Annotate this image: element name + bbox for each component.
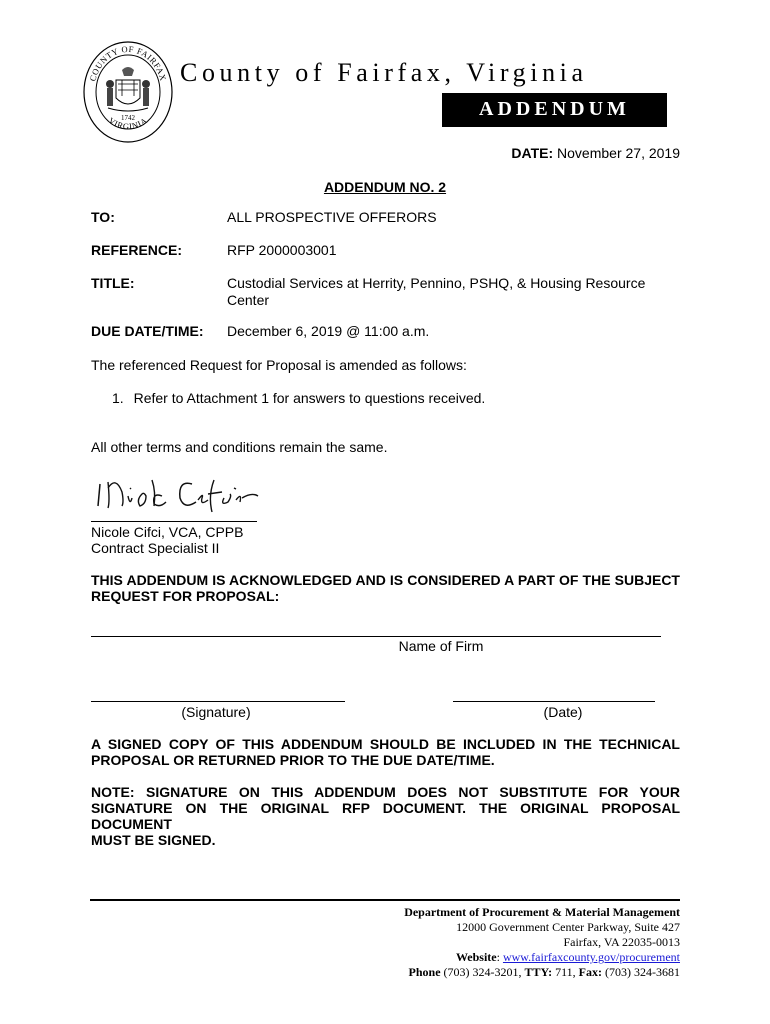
signer-name: Nicole Cifci, VCA, CPPB bbox=[91, 524, 244, 540]
county-seal-logo bbox=[82, 40, 174, 144]
due-value: December 6, 2019 @ 11:00 a.m. bbox=[227, 323, 430, 339]
signature-rule bbox=[91, 521, 257, 522]
seal-bottom-text: VIRGINIA bbox=[106, 115, 150, 132]
signature-note-line-2: SIGNATURE ON THE ORIGINAL RFP DOCUMENT. THE ORIGINAL PROPOSAL DOCUMENT bbox=[91, 800, 680, 832]
handwritten-signature bbox=[92, 462, 262, 518]
footer-address-2: Fairfax, VA 22035-0013 bbox=[563, 935, 680, 949]
addendum-banner-text: ADDENDUM bbox=[479, 98, 630, 120]
reference-label: REFERENCE: bbox=[91, 242, 183, 258]
signer-title: Contract Specialist II bbox=[91, 540, 220, 556]
acknowledgement-line-1: THIS ADDENDUM IS ACKNOWLEDGED AND IS CONSIDERED A PART OF THE SUBJECT bbox=[91, 572, 680, 588]
due-label: DUE DATE/TIME: bbox=[91, 323, 204, 339]
footer-website bbox=[456, 950, 680, 965]
footer-rule bbox=[90, 899, 680, 901]
phone-value: (703) 324-3201, bbox=[443, 965, 522, 979]
to-label: TO: bbox=[91, 209, 115, 225]
list-item-text: Refer to Attachment 1 for answers to questions received. bbox=[133, 390, 486, 406]
date-value: November 27, 2019 bbox=[557, 145, 680, 161]
signed-copy-notice-line-1: A SIGNED COPY OF THIS ADDENDUM SHOULD BE INCLUDED IN THE TECHNICAL bbox=[91, 736, 680, 752]
addendum-banner bbox=[442, 93, 667, 127]
website-separator: : bbox=[496, 950, 500, 964]
signature-note-line-3: MUST BE SIGNED. bbox=[91, 832, 216, 848]
title-value: Custodial Services at Herrity, Pennino, PSHQ, & Housing Resource Center bbox=[227, 275, 646, 308]
list-item-number: 1. bbox=[112, 390, 124, 406]
signature-note bbox=[91, 784, 680, 848]
signature-caption: (Signature) bbox=[181, 704, 251, 720]
fax-value: (703) 324-3681 bbox=[605, 965, 680, 979]
acknowledgement-text bbox=[91, 572, 680, 604]
to-value: ALL PROSPECTIVE OFFERORS bbox=[227, 209, 437, 225]
signed-copy-notice-line-2: PROPOSAL OR RETURNED PRIOR TO THE DUE DATE/TIME. bbox=[91, 752, 495, 768]
tty-value: 711, bbox=[555, 965, 576, 979]
tty-label: TTY: bbox=[524, 965, 553, 979]
firm-name-caption: Name of Firm bbox=[398, 638, 484, 654]
seal-year: 1742 bbox=[121, 114, 135, 122]
date-line-blank bbox=[453, 701, 655, 702]
addendum-number: ADDENDUM NO. 2 bbox=[323, 179, 447, 195]
phone-label: Phone bbox=[408, 965, 441, 979]
intro-text: The referenced Request for Proposal is amended as follows: bbox=[91, 357, 467, 373]
closing-text: All other terms and conditions remain the same. bbox=[91, 439, 388, 455]
fax-label: Fax: bbox=[578, 965, 602, 979]
svg-text:COUNTY OF FAIRFAX bbox=[87, 44, 168, 83]
signed-copy-notice bbox=[91, 736, 680, 768]
firm-name-line bbox=[91, 636, 661, 637]
date-caption: (Date) bbox=[543, 704, 583, 720]
acknowledgement-line-2: REQUEST FOR PROPOSAL: bbox=[91, 588, 280, 604]
seal-top-text: COUNTY OF FAIRFAX bbox=[87, 43, 169, 83]
footer-department: Department of Procurement & Material Management bbox=[404, 905, 680, 919]
county-title: County of Fairfax, Virginia bbox=[180, 58, 588, 87]
website-link[interactable]: www.fairfaxcounty.gov/procurement bbox=[502, 950, 680, 964]
footer-address-1: 12000 Government Center Parkway, Suite 427 bbox=[456, 920, 680, 934]
website-label: Website bbox=[455, 950, 497, 964]
list-item bbox=[112, 390, 485, 406]
signature-note-line-1: NOTE: SIGNATURE ON THIS ADDENDUM DOES NOT SUBSTITUTE FOR YOUR bbox=[91, 784, 680, 800]
reference-value: RFP 2000003001 bbox=[227, 242, 337, 258]
date-label: DATE: bbox=[511, 145, 554, 161]
signature-line bbox=[91, 701, 345, 702]
title-label: TITLE: bbox=[91, 275, 135, 291]
date-line bbox=[511, 145, 680, 161]
footer-contact bbox=[409, 965, 680, 980]
